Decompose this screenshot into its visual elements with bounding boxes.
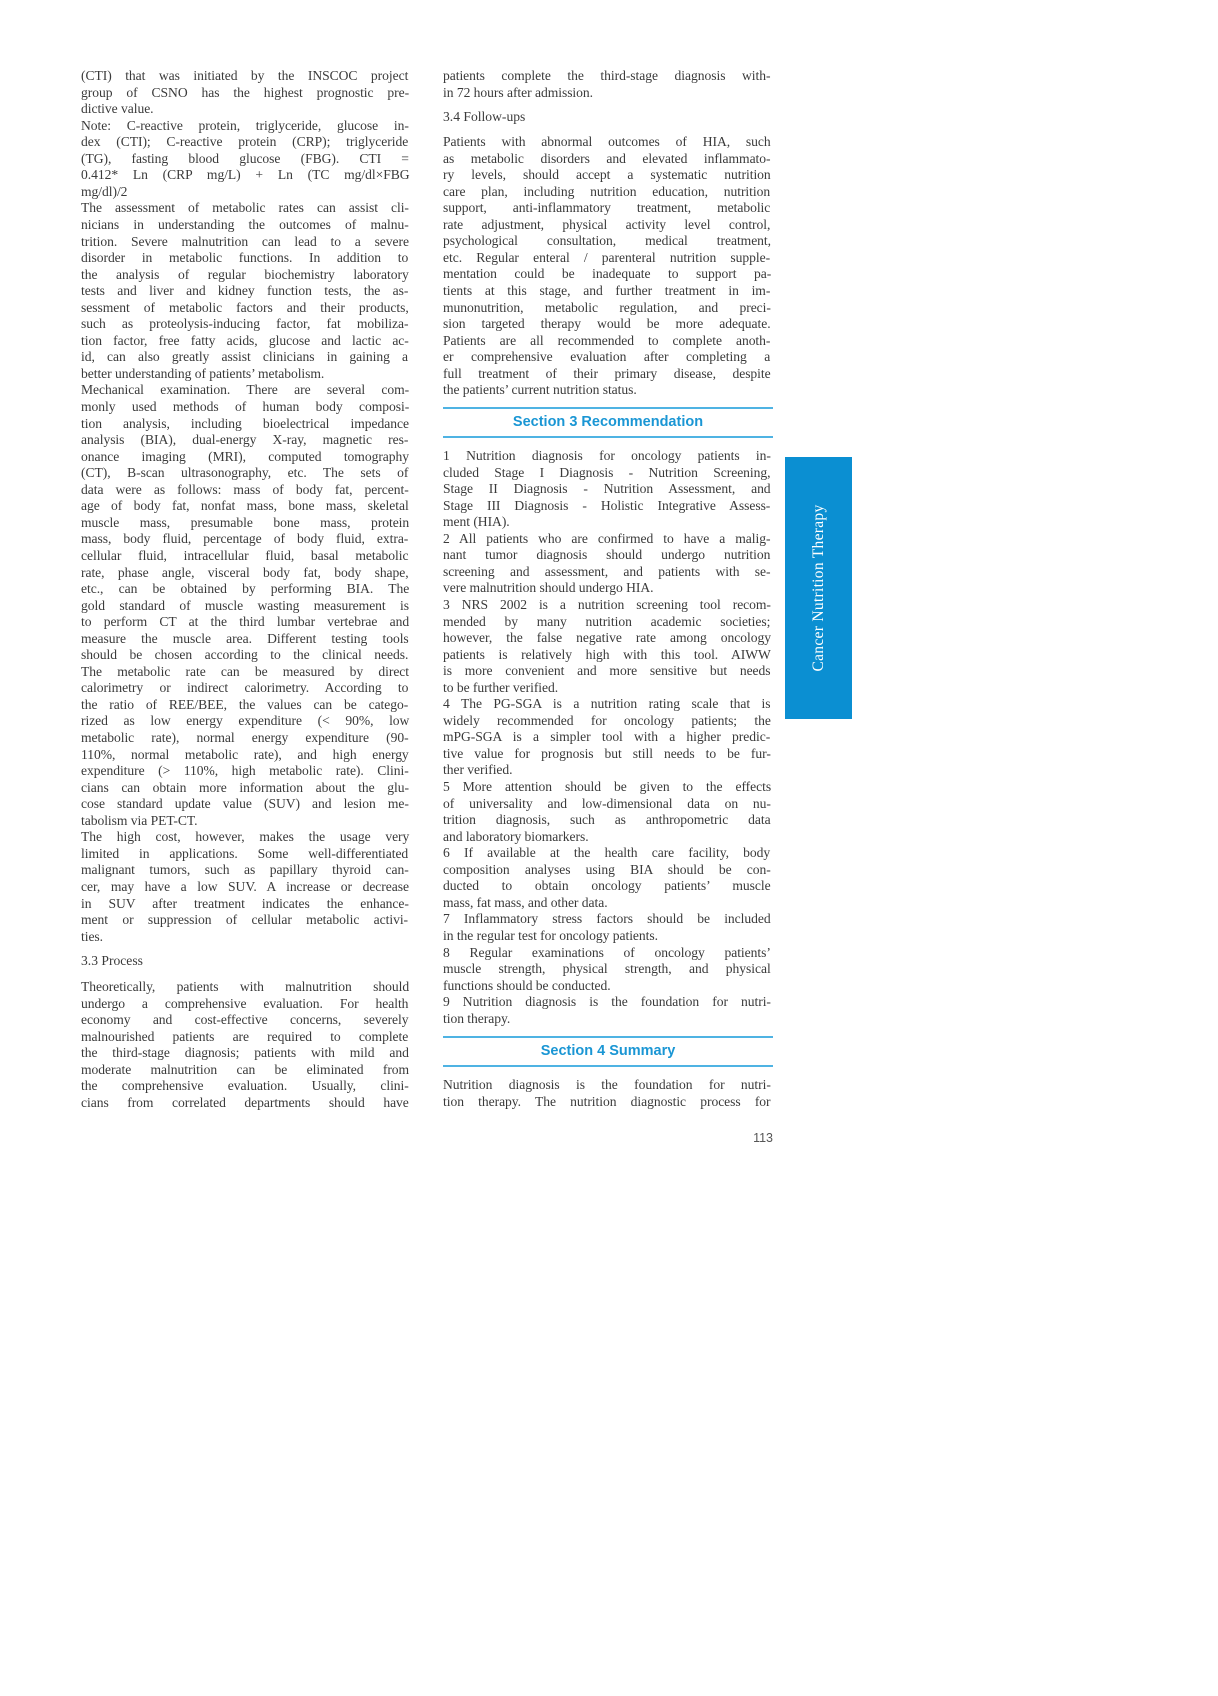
text-line: mentation could be inadequate to support pa- bbox=[443, 266, 772, 282]
text-line: measure the muscle area. Different testing tools bbox=[81, 630, 409, 646]
text-line: the third-stage diagnosis; patients with mild and bbox=[81, 1045, 409, 1061]
text-line: patients is relatively high with this tool. AIWW bbox=[443, 646, 771, 662]
text-line: the ratio of REE/BEE, the values can be catego- bbox=[81, 696, 409, 712]
text-line: (TG), fasting blood glucose (FBG). CTI = bbox=[81, 150, 409, 166]
text-line: 4 The PG-SGA is a nutrition rating scale that is bbox=[443, 696, 771, 712]
text-line: 2 All patients who are confirmed to have a malig- bbox=[443, 530, 771, 546]
text-line: should be chosen according to the clinical needs. bbox=[81, 647, 409, 663]
text-line: malignant tumors, such as papillary thyroid can- bbox=[81, 862, 409, 878]
text-line: undergo a comprehensive evaluation. For health bbox=[81, 995, 409, 1011]
text-line: 8 Regular examinations of oncology patients’ bbox=[443, 944, 771, 960]
text-line: support, anti-inflammatory treatment, metabolic bbox=[443, 200, 771, 216]
text-line: tive value for prognosis but still needs to be fur- bbox=[443, 745, 771, 761]
text-line: metabolic rate), normal energy expenditure (90- bbox=[81, 730, 409, 745]
text-line: psychological consultation, medical treatment, bbox=[443, 233, 771, 249]
text-line: care plan, including nutrition education, nutrition bbox=[443, 183, 771, 199]
text-line: sessment of metabolic factors and their products, bbox=[81, 299, 409, 315]
text-line: 5 More attention should be given to the effects bbox=[443, 779, 772, 794]
text-line: however, the false negative rate among oncology bbox=[443, 630, 771, 646]
text-line: cluded Stage I Diagnosis - Nutrition Screening, bbox=[443, 464, 771, 480]
text-line: cose standard update value (SUV) and lesion me- bbox=[81, 796, 409, 812]
text-line: Stage II Diagnosis - Nutrition Assessment, and bbox=[443, 481, 771, 497]
text-line: ther verified. bbox=[443, 762, 513, 778]
text-line: tion therapy. bbox=[443, 1010, 511, 1026]
side-tab-label: Cancer Nutrition Therapy bbox=[809, 504, 827, 672]
text-line: screening and assessment, and patients with se- bbox=[443, 563, 771, 579]
text-line: the analysis of regular biochemistry laboratory bbox=[81, 266, 409, 282]
text-line: monly used methods of human body composi- bbox=[81, 399, 410, 414]
text-line: ry levels, should accept a systematic nutrition bbox=[443, 167, 771, 183]
text-line: Patients with abnormal outcomes of HIA, such bbox=[443, 134, 771, 149]
text-line: the patients’ current nutrition status. bbox=[443, 382, 637, 398]
text-line: ment (HIA). bbox=[443, 514, 510, 530]
section-3-heading: Section 3 Recommendation bbox=[443, 407, 773, 438]
text-line: rate adjustment, physical activity level control, bbox=[443, 216, 771, 232]
text-line: etc., can be obtained by performing BIA. The bbox=[81, 581, 410, 597]
text-line: to perform CT at the third lumbar vertebrae and bbox=[81, 614, 410, 630]
text-line: cer, may have a low SUV. A increase or decrease bbox=[81, 878, 409, 894]
text-line: nant tumor diagnosis should undergo nutrition bbox=[443, 547, 771, 563]
text-line: muscle strength, physical strength, and physical bbox=[443, 961, 771, 977]
text-line: rized as low energy expenditure (< 90%, low bbox=[81, 713, 410, 729]
text-line: munonutrition, metabolic regulation, and preci- bbox=[443, 299, 771, 315]
text-line: Patients are all recommended to complete anoth- bbox=[443, 332, 771, 348]
text-line: expenditure (> 110%, high metabolic rate). Clini- bbox=[81, 763, 409, 779]
text-line: of universality and low-dimensional data on nu- bbox=[443, 795, 771, 811]
text-line: etc. Regular enteral / parenteral nutrition supple- bbox=[443, 249, 771, 265]
text-line: id, can also greatly assist clinicians in gaining a bbox=[81, 349, 409, 365]
text-line: disorder in metabolic functions. In addition to bbox=[81, 250, 409, 266]
subheading-followups: 3.4 Follow-ups bbox=[443, 109, 526, 124]
text-line: Mechanical examination. There are several com- bbox=[81, 382, 410, 398]
page-number: 113 bbox=[753, 1131, 773, 1145]
text-line: mPG-SGA is a simpler tool with a higher predic- bbox=[443, 729, 771, 745]
text-line: 6 If available at the health care facility, body bbox=[443, 845, 771, 861]
text-line: limited in applications. Some well-differentiated bbox=[81, 845, 409, 861]
text-line: tabolism via PET-CT. bbox=[81, 812, 198, 828]
text-line: 1 Nutrition diagnosis for oncology patients in- bbox=[443, 448, 771, 463]
text-line: calorimetry or indirect calorimetry. According to bbox=[81, 680, 409, 696]
text-line: Stage III Diagnosis - Holistic Integrative Assess- bbox=[443, 497, 771, 513]
text-line: dex (CTI); C-reactive protein (CRP); triglyceride bbox=[81, 134, 409, 150]
text-line: full treatment of their primary disease, despite bbox=[443, 365, 771, 381]
text-line: The metabolic rate can be measured by direct bbox=[81, 663, 410, 679]
text-line: composition analyses using BIA should be con- bbox=[443, 861, 771, 877]
text-line: 110%, normal metabolic rate), and high energy bbox=[81, 746, 409, 762]
text-line: moderate malnutrition can be eliminated from bbox=[81, 1061, 410, 1077]
text-line: the comprehensive evaluation. Usually, clini- bbox=[81, 1078, 409, 1094]
text-line: tients at this stage, and further treatment in im- bbox=[443, 282, 771, 298]
text-line: economy and cost-effective concerns, severely bbox=[81, 1012, 409, 1028]
text-line: (CTI) that was initiated by the INSCOC project bbox=[81, 68, 409, 83]
text-line: mg/dl)/2 bbox=[81, 183, 128, 199]
text-line: tests and liver and kidney function tests, the as- bbox=[81, 283, 409, 299]
text-line: as metabolic disorders and elevated inflammato- bbox=[443, 150, 771, 166]
text-line: tion factor, free fatty acids, glucose and lactic ac- bbox=[81, 332, 409, 348]
text-line: er comprehensive evaluation after completing a bbox=[443, 349, 771, 365]
text-line: analysis (BIA), dual-energy X-ray, magnetic res- bbox=[81, 432, 409, 448]
text-line: ducted to obtain oncology patients’ muscle bbox=[443, 878, 771, 894]
text-line: in SUV after treatment indicates the enhance- bbox=[81, 895, 409, 911]
text-line: Theoretically, patients with malnutrition should bbox=[81, 979, 410, 994]
text-line: trition diagnosis, such as anthropometric data bbox=[443, 812, 771, 828]
text-line: patients complete the third-stage diagnosis with- bbox=[443, 68, 771, 83]
text-line: data were as follows: mass of body fat, percent- bbox=[81, 481, 409, 497]
text-line: group of CSNO has the highest prognostic pre- bbox=[81, 84, 410, 100]
text-line: Nutrition diagnosis is the foundation for nutri- bbox=[443, 1077, 771, 1092]
text-line: 9 Nutrition diagnosis is the foundation for nutri- bbox=[443, 994, 771, 1010]
text-line: such as proteolysis-inducing factor, fat mobiliza- bbox=[81, 316, 409, 332]
text-line: in the regular test for oncology patients. bbox=[443, 927, 658, 943]
text-line: vere malnutrition should undergo HIA. bbox=[443, 580, 654, 596]
text-line: 7 Inflammatory stress factors should be included bbox=[443, 911, 771, 927]
text-line: Note: C-reactive protein, triglyceride, glucose in- bbox=[81, 117, 409, 133]
text-line: ties. bbox=[81, 928, 104, 944]
text-line: and laboratory biomarkers. bbox=[443, 828, 589, 844]
text-line: onance imaging (MRI), computed tomography bbox=[81, 448, 410, 464]
text-line: mass, body fluid, percentage of body fluid, extra- bbox=[81, 531, 409, 547]
text-line: nicians in understanding the outcomes of malnu- bbox=[81, 216, 409, 232]
text-line: better understanding of patients’ metabolism. bbox=[81, 365, 325, 381]
text-line: 3 NRS 2002 is a nutrition screening tool recom- bbox=[443, 596, 771, 612]
text-line: tion therapy. The nutrition diagnostic process for bbox=[443, 1093, 771, 1109]
text-line: functions should be conducted. bbox=[443, 977, 611, 993]
text-line: 0.412* Ln (CRP mg/L) + Ln (TC mg/dl×FBG bbox=[81, 167, 410, 183]
text-line: tion analysis, including bioelectrical impedance bbox=[81, 415, 409, 431]
text-line: age of body fat, nonfat mass, bone mass, skeletal bbox=[81, 498, 409, 514]
text-line: cians can obtain more information about the glu- bbox=[81, 779, 409, 795]
text-line: rate, phase angle, visceral body fat, body shape, bbox=[81, 564, 409, 580]
side-tab-chapter bbox=[785, 457, 852, 719]
text-line: muscle mass, presumable bone mass, protein bbox=[81, 514, 410, 530]
text-line: widely recommended for oncology patients; the bbox=[443, 712, 771, 728]
text-line: ment or suppression of cellular metabolic activi- bbox=[81, 912, 409, 928]
text-line: The high cost, however, makes the usage very bbox=[81, 829, 410, 845]
text-line: (CT), B-scan ultrasonography, etc. The sets of bbox=[81, 465, 409, 481]
section-4-heading: Section 4 Summary bbox=[443, 1036, 773, 1067]
text-line: is more convenient and more sensitive but needs bbox=[443, 663, 771, 679]
text-line: gold standard of muscle wasting measurement is bbox=[81, 597, 409, 613]
text-line: to be further verified. bbox=[443, 679, 559, 695]
text-line: mass, fat mass, and other data. bbox=[443, 894, 608, 910]
text-line: malnourished patients are required to complete bbox=[81, 1028, 409, 1044]
text-line: mended by many nutrition academic societies; bbox=[443, 613, 771, 629]
subheading-process: 3.3 Process bbox=[81, 953, 143, 968]
text-line: in 72 hours after admission. bbox=[443, 84, 593, 100]
text-line: cians from correlated departments should have bbox=[81, 1094, 409, 1110]
text-line: cellular fluid, intracellular fluid, basal metabolic bbox=[81, 547, 409, 563]
text-line: sion targeted therapy would be more adequate. bbox=[443, 316, 771, 332]
text-line: The assessment of metabolic rates can assist cli- bbox=[81, 200, 409, 216]
text-line: dictive value. bbox=[81, 101, 154, 117]
text-line: trition. Severe malnutrition can lead to a severe bbox=[81, 233, 409, 249]
